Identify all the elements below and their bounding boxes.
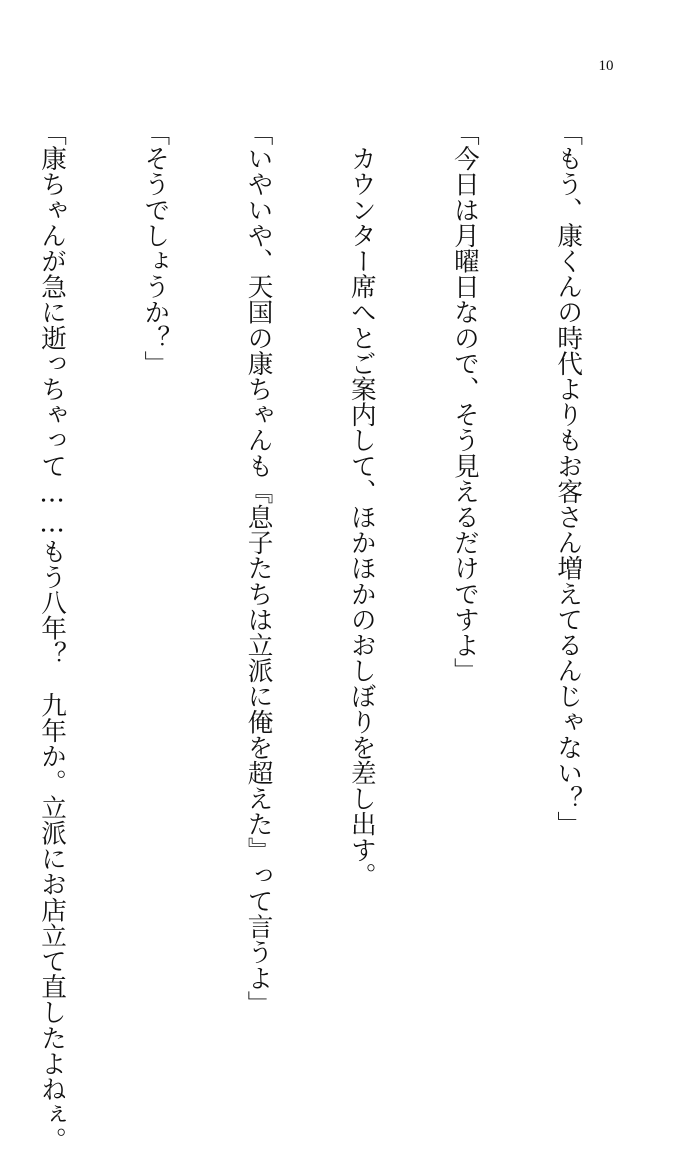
vertical-text-body: [0, 120, 654, 1153]
text-line: 「いやいや、天国の康ちゃんも『息子たちは立派に俺を超えた』って言うよ」: [243, 120, 274, 1016]
page-number: 10: [598, 58, 614, 74]
text-line: 「今日は月曜日なので、そう見えるだけですよ」: [449, 120, 480, 684]
text-line: カウンター席へとご案内して、ほかほかのおしぼりを差し出す。: [346, 120, 377, 888]
text-line: 「康ちゃんが急に逝っちゃって……もう八年？ 九年か。立派にお店立て直したよねぇ。: [37, 120, 68, 1153]
text-line: 「もう、康くんの時代よりもお客さん増えてるんじゃない？」: [553, 120, 584, 837]
text-line: 「そうでしょうか？」: [140, 120, 171, 376]
